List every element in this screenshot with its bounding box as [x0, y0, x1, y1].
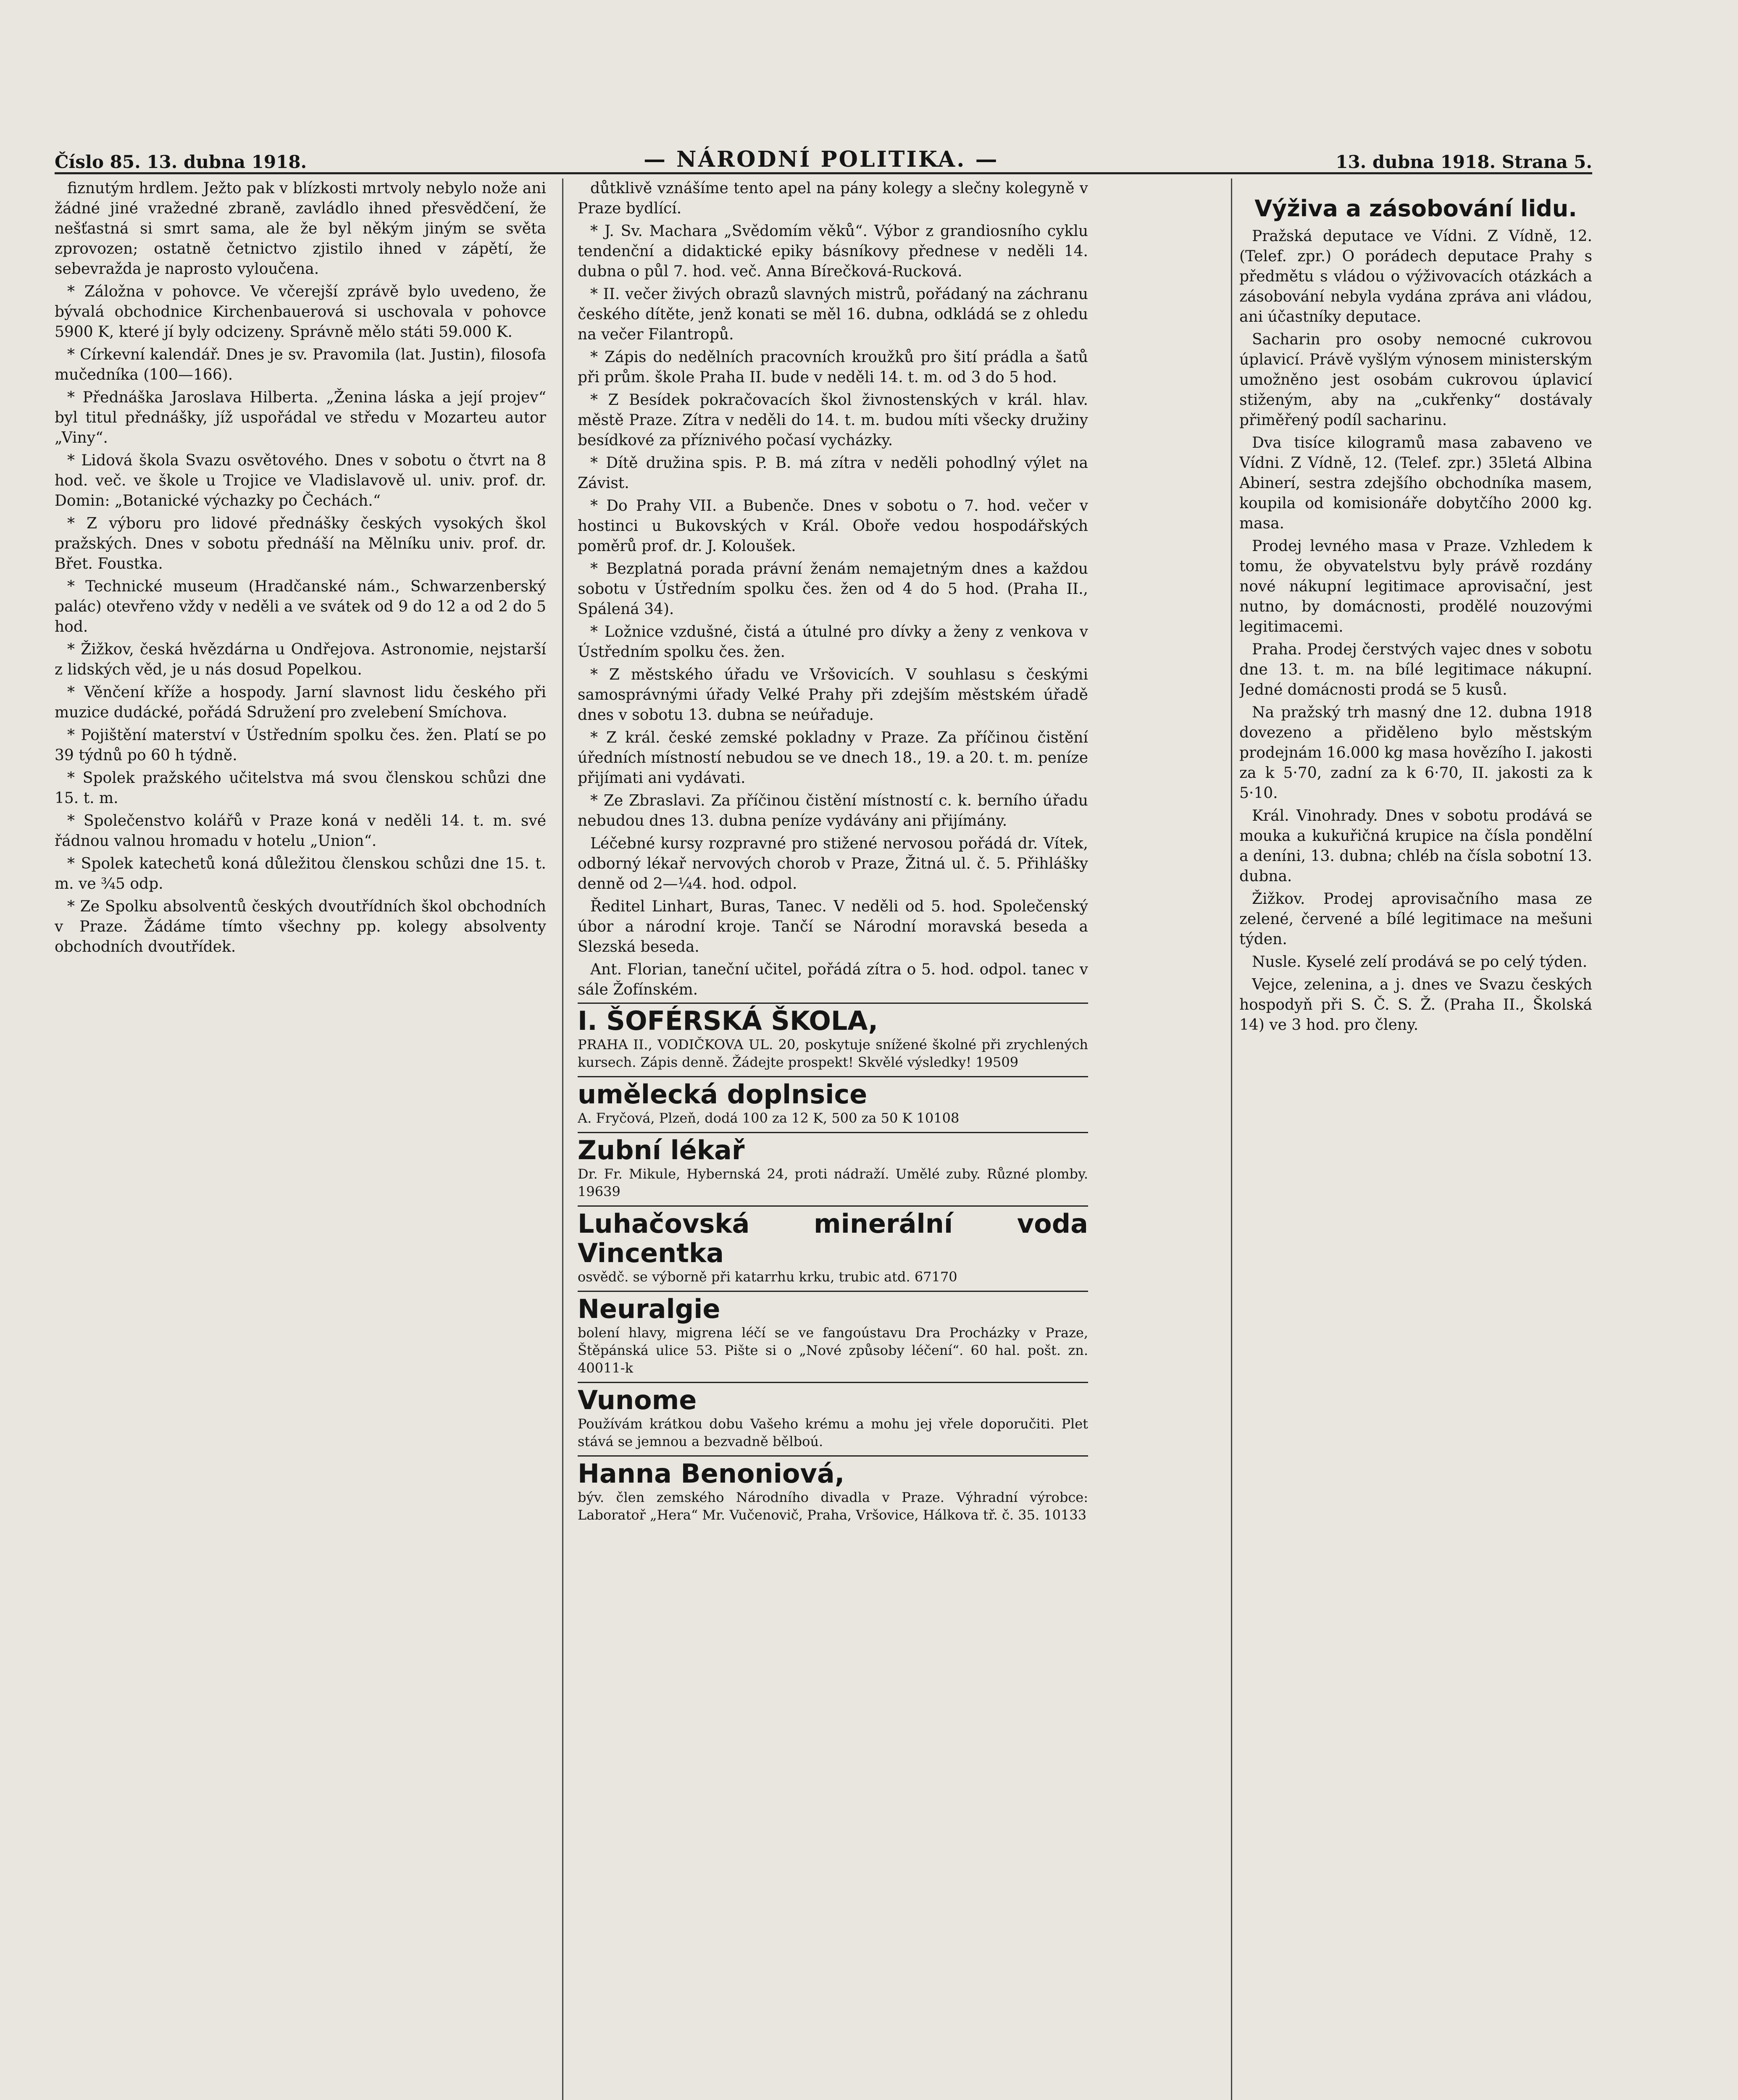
- article-paragraph: Pražská deputace ve Vídni. Z Vídně, 12. (Telef. zpr.) O porádech deputace Prahy s předmětu s vládou o výživovacích otázkách a zásobování nebyla vydána zpráva ani vládou, ani účastníky deputace.: [1239, 228, 1592, 326]
- article-paragraph: * Společenstvo kolářů v Praze koná v neděli 14. t. m. své řádnou valnou hromadu v hotelu „Union“.: [55, 812, 546, 850]
- advertisement: [578, 1455, 1088, 1526]
- masthead: — NÁRODNÍ POLITIKA. —: [643, 147, 999, 172]
- ad-text: bolení hlavy, migrena léčí se ve fangoústavu Dra Procházky v Praze, Štěpánská ulice 53. Pište si o „Nové způsoby léčení“. 60 hal. pošt. zn. 40011-k: [578, 1325, 1088, 1376]
- faded-area: [1096, 178, 1231, 2100]
- advertisement: [578, 1205, 1088, 1288]
- advertisement: [578, 1076, 1088, 1129]
- article-paragraph: * Dítě družina spis. P. B. má zítra v neděli pohodlný výlet na Závist.: [578, 454, 1088, 492]
- article-paragraph: * Z městského úřadu ve Vršovicích. V souhlasu s českými samosprávnými úřady Velké Prahy při zdejším městském úřadě dnes v sobotu 13. dubna se neúřaduje.: [578, 666, 1088, 724]
- column-divider: [562, 178, 563, 2100]
- article-paragraph: Král. Vinohrady. Dnes v sobotu prodává se mouka a kukuřičná krupice na čísla pondělní a deníni, 13. dubna; chléb na čísla sobotní 13. dubna.: [1239, 807, 1592, 885]
- article-paragraph: * II. večer živých obrazů slavných mistrů, pořádaný na záchranu českého dítěte, jenž konati se měl 16. dubna, odkládá se z ohledu na večer Filantropů.: [578, 286, 1088, 343]
- article-paragraph: * Církevní kalendář. Dnes je sv. Pravomila (lat. Justin), filosofa mučedníka (100—166).: [55, 346, 546, 383]
- advertisement: [578, 1132, 1088, 1203]
- advertisement: [578, 1003, 1088, 1074]
- ad-text: PRAHA II., VODIČKOVA UL. 20, poskytuje snížené školné při zrychlených kursech. Zápis denně. Žádejte prospekt! Skvělé výsledky! 19509: [578, 1037, 1088, 1070]
- article-paragraph: * Záložna v pohovce. Ve včerejší zprávě bylo uvedeno, že bývalá obchodnice Kirchenbauerová si uschovala v pohovce 5900 K, které jí byly odcizeny. Správně mělo státi 59.000 K.: [55, 283, 546, 341]
- issue-date-right: 13. dubna 1918. Strana 5.: [1336, 152, 1592, 172]
- column-1: [55, 178, 546, 2100]
- article-paragraph: fiznutým hrdlem. Ježto pak v blízkosti mrtvoly nebylo nože ani žádné jiné vražedné zbraně, zavládlo ihned přesvědčení, že nešťastná si smrt sama, ale že byl někým jiným se světa zprovozen; ostatně četnictvo zjistilo ihned v zápětí, že sebevražda je naprosto vyloučena.: [55, 180, 546, 278]
- article-paragraph: * J. Sv. Machara „Svědomím věků“. Výbor z grandiosního cyklu tendenční a didaktické epiky básníkovy přednese v neděli 14. dubna o půl 7. hod. več. Anna Bírečková-Rucková.: [578, 223, 1088, 280]
- article-paragraph: Ant. Florian, taneční učitel, pořádá zítra o 5. hod. odpol. tanec v sále Žofínském.: [578, 961, 1088, 998]
- ad-headline: Hanna Benoniová,: [578, 1458, 845, 1489]
- ad-text: A. Fryčová, Plzeň, dodá 100 za 12 K, 500 za 50 K 10108: [578, 1110, 960, 1126]
- article-paragraph: Žižkov. Prodej aprovisačního masa ze zelené, červené a bílé legitimace na mešuni týden.: [1239, 890, 1592, 948]
- article-paragraph: Léčebné kursy rozpravné pro stižené nervosou pořádá dr. Vítek, odborný lékař nervových chorob v Praze, Žitná ul. č. 5. Přihlášky denně od 2—¼4. hod. odpol.: [578, 835, 1088, 892]
- article-paragraph: * Spolek katechetů koná důležitou členskou schůzi dne 15. t. m. ve ¾5 odp.: [55, 855, 546, 892]
- ad-headline: Luhačovská minerální voda Vincentka: [578, 1208, 1088, 1268]
- article-paragraph: * Z výboru pro lidové přednášky českých vysokých škol pražských. Dnes v sobotu přednáší na Mělníku univ. prof. dr. Břet. Foustka.: [55, 515, 546, 572]
- ad-headline: Zubní lékař: [578, 1135, 745, 1166]
- article-paragraph: Ředitel Linhart, Buras, Tanec. V neděli od 5. hod. Společenský úbor a národní kroje. Tančí se Národní moravská beseda a Slezská beseda.: [578, 898, 1088, 956]
- article-paragraph: důtklivě vznášíme tento apel na pány kolegy a slečny kolegyně v Praze bydlící.: [578, 180, 1088, 217]
- article-paragraph: * Zápis do nedělních pracovních kroužků pro šití prádla a šatů při prům. škole Praha II. bude v neděli 14. t. m. od 3 do 5 hod.: [578, 349, 1088, 386]
- ad-text: osvědč. se výborně při katarrhu krku, trubic atd. 67170: [578, 1269, 957, 1285]
- article-paragraph: Sacharin pro osoby nemocné cukrovou úplavicí. Právě vyšlým výnosem ministerským umožněno jest osobám cukrovou úplavicí stiženým, aby na „cukřenky“ dostávaly přiměřený podíl sacharinu.: [1239, 331, 1592, 429]
- article-paragraph: * Ložnice vzdušné, čistá a útulné pro dívky a ženy z venkova v Ústředním spolku čes. žen.: [578, 623, 1088, 661]
- ad-headline: Neuralgie: [578, 1294, 720, 1324]
- advertisement: [578, 1382, 1088, 1453]
- article-paragraph: Nusle. Kyselé zelí prodává se po celý týden.: [1252, 953, 1588, 971]
- article-paragraph: * Spolek pražského učitelstva má svou členskou schůzi dne 15. t. m.: [55, 769, 546, 807]
- issue-date-left: Číslo 85. 13. dubna 1918.: [55, 152, 307, 172]
- article-paragraph: * Ze Spolku absolventů českých dvoutřídních škol obchodních v Praze. Žádáme tímto všechny pp. kolegy absolventy obchodních dvoutřídek.: [55, 898, 546, 956]
- article-paragraph: Praha. Prodej čerstvých vajec dnes v sobotu dne 13. t. m. na bílé legitimace nákupní. Jedné domácnosti prodá se 5 kusů.: [1239, 641, 1592, 698]
- article-paragraph: Dva tisíce kilogramů masa zabaveno ve Vídni. Z Vídně, 12. (Telef. zpr.) 35letá Albina Abinerí, sestra zdejšího obchodníka masem, koupila od komisionáře dobytčího 2000 kg. masa.: [1239, 434, 1592, 532]
- section-title: Výživa a zásobování lidu.: [1254, 195, 1577, 222]
- ad-text: Dr. Fr. Mikule, Hybernská 24, proti nádraží. Umělé zuby. Různé plomby. 19639: [578, 1166, 1088, 1200]
- article-paragraph: * Technické museum (Hradčanské nám., Schwarzenberský palác) otevřeno vždy v neděli a ve svátek od 9 do 12 a od 2 do 5 hod.: [55, 578, 546, 635]
- ad-headline: umělecká doplnsice: [578, 1079, 868, 1110]
- article-paragraph: Prodej levného masa v Praze. Vzhledem k tomu, že obyvatelstvu byly právě rozdány nové nákupní legitimace aprovisační, jest nutno, by domácnosti, prodělé nouzovými legitimacemi.: [1239, 538, 1592, 635]
- article-paragraph: * Ze Zbraslavi. Za příčinou čistění místností c. k. berního úřadu nebudou dnes 13. dubna peníze vydávány ani přijímány.: [578, 792, 1088, 830]
- article-paragraph: * Do Prahy VII. a Bubenče. Dnes v sobotu o 7. hod. večer v hostinci u Bukovských v Král. Oboře vedou hospodářských poměrů prof. dr. J. Koloušek.: [578, 497, 1088, 555]
- column-divider: [1231, 178, 1232, 2100]
- ad-text: Používám krátkou dobu Vašeho krému a mohu jej vřele doporučiti. Plet stává se jemnou a bezvadně bělboú.: [578, 1416, 1088, 1449]
- article-paragraph: * Lidová škola Svazu osvětového. Dnes v sobotu o čtvrt na 8 hod. več. ve škole u Trojice ve Vladislavově ul. univ. prof. dr. Domin: „Botanické výchazky po Čechách.“: [55, 452, 546, 509]
- article-paragraph: * Z Besídek pokračovacích škol živnostenských v král. hlav. městě Praze. Zítra v neděli do 14. t. m. budou míti všecky družiny besídkové za příznivého počasí vycházky.: [578, 391, 1088, 449]
- article-paragraph: * Bezplatná porada právní ženám nemajetným dnes a každou sobotu v Ústředním spolku čes. žen od 4 do 5 hod. (Praha II., Spálená 34).: [578, 560, 1088, 618]
- column-3: [1239, 178, 1592, 2100]
- article-paragraph: * Z král. české zemské pokladny v Praze. Za příčinou čistění úředních místností nebudou se ve dnech 18., 19. a 20. t. m. peníze přijímati ani vydávati.: [578, 729, 1088, 787]
- article-paragraph: * Žižkov, česká hvězdárna u Ondřejova. Astronomie, nejstarší z lidských věd, je u nás dosud Popelkou.: [55, 641, 546, 678]
- article-paragraph: * Věnčení kříže a hospody. Jarní slavnost lidu českého při muzice dudácké, pořádá Sdružení pro zvelebení Smíchova.: [55, 684, 546, 721]
- article-paragraph: Na pražský trh masný dne 12. dubna 1918 dovezeno a přiděleno bylo městským prodejnám 16.000 kg masa hovězího I. jakosti za k 5·70, zadní za k 6·70, II. jakosti za k 5·10.: [1239, 704, 1592, 802]
- ad-headline: I. ŠOFÉRSKÁ ŠKOLA,: [578, 1005, 878, 1036]
- article-paragraph: * Přednáška Jaroslava Hilberta. „Ženina láska a její projev“ byl titul přednášky, jíž uspořádal ve středu v Mozarteu autor „Viny“.: [55, 389, 546, 446]
- advertisement: [578, 1291, 1088, 1379]
- ad-text: býv. člen zemského Národního divadla v Praze. Výhradní výrobce: Laboratoř „Hera“ Mr. Vučenovič, Praha, Vršovice, Hálkova tř. č. 35. 10133: [578, 1489, 1088, 1523]
- page-header: [55, 139, 1592, 174]
- article-paragraph: Vejce, zelenina, a j. dnes ve Svazu českých hospodyň při S. Č. S. Ž. (Praha II., Školská 14) ve 3 hod. pro členy.: [1239, 976, 1592, 1034]
- article-paragraph: * Pojištění materství v Ústředním spolku čes. žen. Platí se po 39 týdnů po 60 h týdně.: [55, 727, 546, 764]
- column-2: [578, 178, 1088, 2100]
- ad-headline: Vunome: [578, 1385, 697, 1415]
